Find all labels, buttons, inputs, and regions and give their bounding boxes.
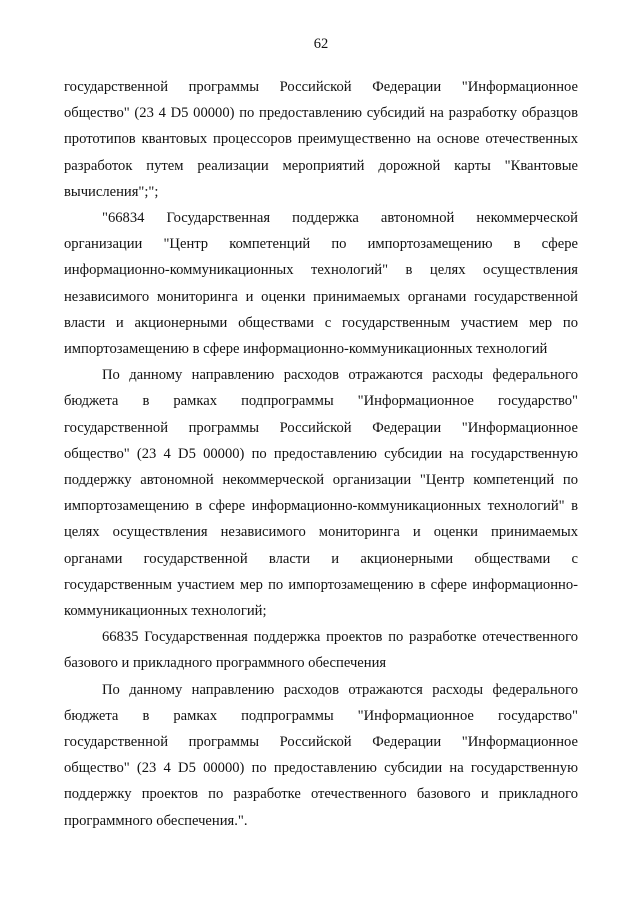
- page-number: 62: [313, 36, 329, 52]
- paragraph-66834-description: По данному направлению расходов отражаются расходы федерального бюджета в рамках подпрограммы "Информационное государство" государственной программы Российской Федерации "Информационное общество" (23 4 D5 00000) по предоставлению субсидии на государственную поддержку автономной некоммерческой организации "Центр компетенций по импортозамещению в сфере информационно-коммуникационных технологий" в целях осуществления независимого мониторинга и оценки принимаемых органами государственной власти и акционерными обществами с государственным участием мер по импортозамещению в сфере информационно-коммуникационных технологий;: [64, 367, 578, 620]
- paragraph-66834-heading: "66834 Государственная поддержка автономной некоммерческой организации "Центр компетенций по импортозамещению в сфере информационно-коммуникационных технологий" в целях осуществления независимого мониторинга и оценки принимаемых органами государственной власти и акционерными обществами с государственным участием мер по импортозамещению в сфере информационно-коммуникационных технологий: [64, 210, 578, 358]
- paragraph-66835-heading: 66835 Государственная поддержка проектов по разработке отечественного базового и прикладного программного обеспечения: [64, 629, 578, 672]
- paragraph-continuation: государственной программы Российской Федерации "Информационное общество" (23 4 D5 00000) по предоставлению субсидий на разработку образцов прототипов квантовых процессоров преимущественно на основе отечественных разработок путем реализации мероприятий дорожной карты "Квантовые вычисления";";: [64, 79, 578, 200]
- paragraph-66835-description: По данному направлению расходов отражаются расходы федерального бюджета в рамках подпрограммы "Информационное государство" государственной программы Российской Федерации "Информационное общество" (23 4 D5 00000) по предоставлению субсидии на государственную поддержку проектов по разработке отечественного базового и прикладного программного обеспечения.".: [64, 681, 578, 829]
